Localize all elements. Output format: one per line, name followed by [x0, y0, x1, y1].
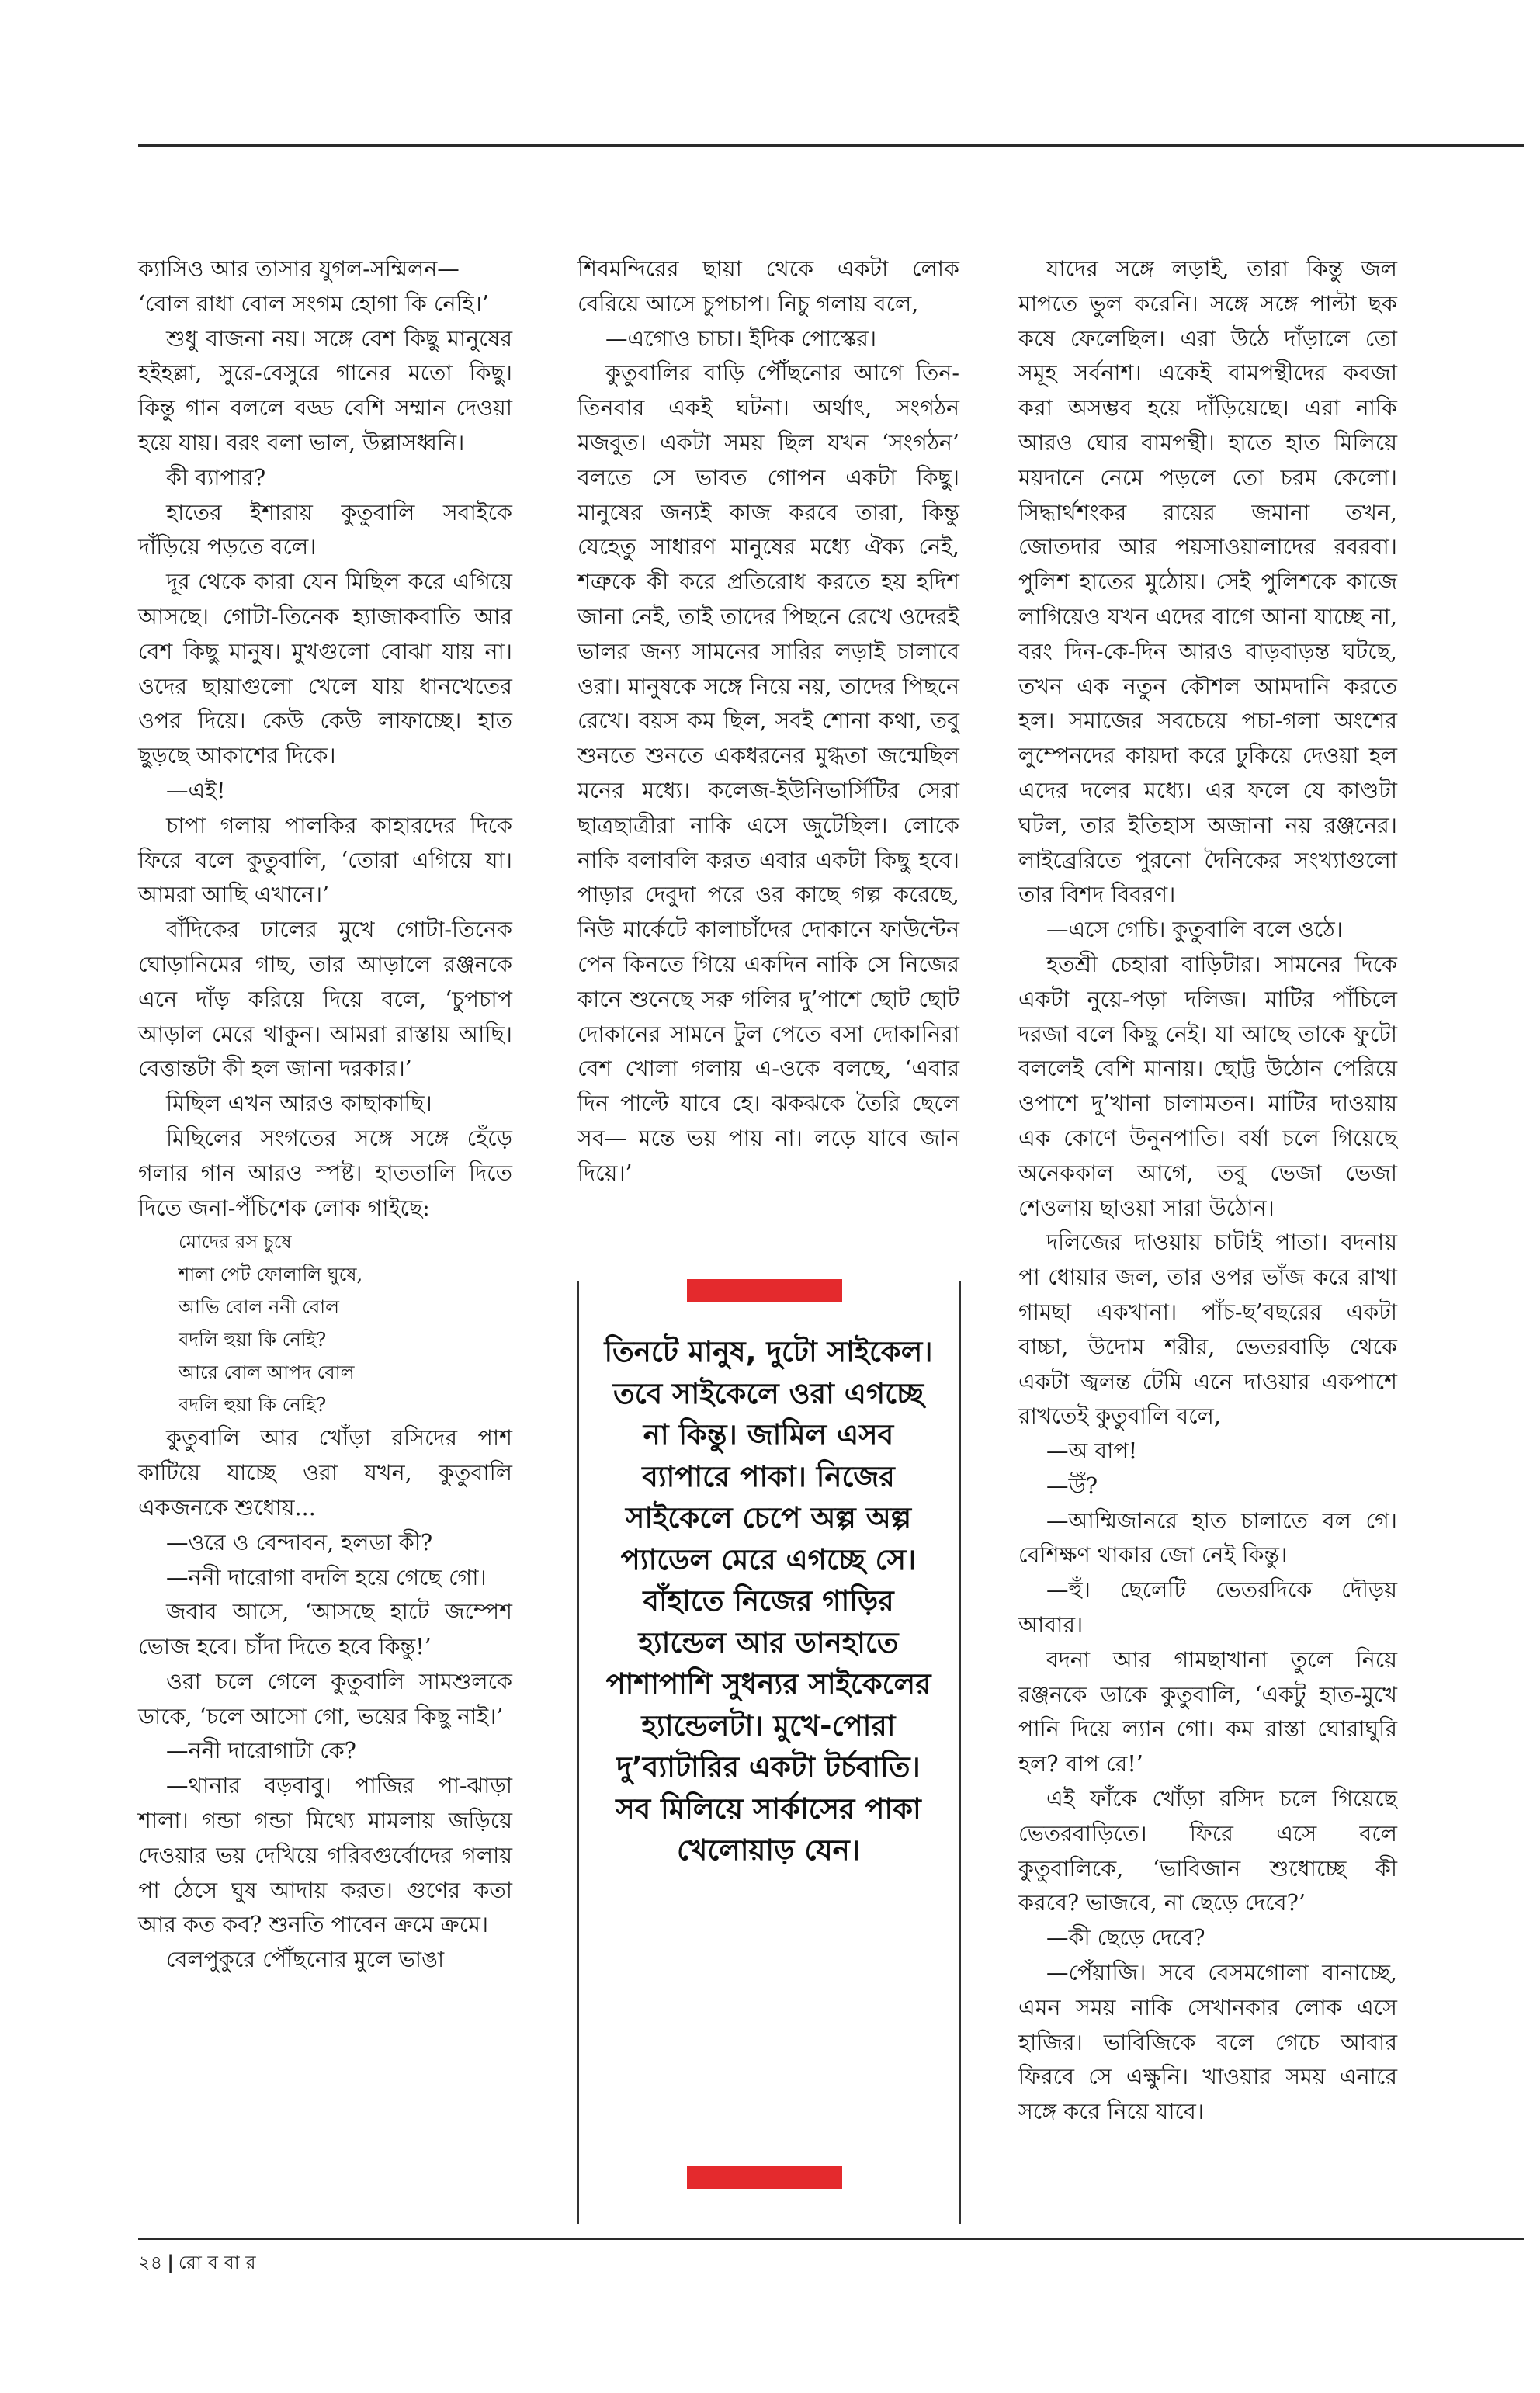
- paragraph: —কী ছেড়ে দেবে?: [1046, 1925, 1205, 1951]
- pullquote-left-rule: [578, 1281, 579, 2224]
- pullquote-right-rule: [959, 1281, 961, 2224]
- paragraph: শিবমন্দিরের ছায়া থেকে একটা লোক বেরিয়ে আসে চুপচাপ। নিচু গলায় বলে,: [578, 256, 959, 317]
- paragraph: —এই!: [166, 777, 226, 803]
- paragraph: ক্যাসিও আর তাসার যুগল-সম্মিলন—: [138, 256, 460, 282]
- paragraph: কুতুবালি আর খোঁড়া রসিদের পাশ কাটিয়ে যাচ্ছে ওরা যখন, কুতুবালি একজনকে শুধোয়...: [138, 1425, 512, 1521]
- paragraph: ওরা চলে গেলে কুতুবালি সামশুলকে ডাকে, ‘চলে আসো গো, ভয়ের কিছু নাই।’: [138, 1668, 512, 1729]
- paragraph: কুতুবালির বাড়ি পৌঁছনোর আগে তিন-তিনবার একই ঘটনা। অর্থাৎ, সংগঠন মজবুত। একটা সময় ছিল যখন ‘সংগঠন’ বলতে সে ভাবত গোপন একটা কিছু। মানুষের জন্যই কাজ করবে তারা, কিন্তু যেহেতু সাধারণ মানুষের মধ্যে ঐক্য নেই, শত্রুকে কী করে প্রতিরোধ করতে হয় হদিশ জানা নেই, তাই তাদের পিছনে রেখে ওদেরই ভালর জন্য সামনের সারির লড়াই চালাবে ওরা। মানুষকে সঙ্গে নিয়ে নয়, তাদের পিছনে রেখে। বয়স কম ছিল, সবই শোনা কথা, তবু শুনতে শুনতে একধরনের মুগ্ধতা জন্মেছিল মনের মধ্যে। কলেজ-ইউনিভার্সিটির সেরা ছাত্রছাত্রীরা নাকি এসে জুটেছিল। লোকে নাকি বলাবলি করত এবার একটা কিছু হবে। পাড়ার দেবুদা পরে ওর কাছে গল্প করেছে, নিউ মার্কেটে কালাচাঁদের দোকানে ফাউন্টেন পেন কিনতে গিয়ে একদিন নাকি সে নিজের কানে শুনেছে সরু গলির দু’পাশে ছোট ছোট দোকানের সামনে টুল পেতে বসা দোকানিরা বেশ খোলা গলায় এ-ওকে বলছে, ‘এবার দিন পাল্টে যাবে হে। ঝকঝকে তৈরি ছেলে সব— মন্তে ভয় পায় না। লড়ে যাবে জান দিয়ে।’: [578, 360, 959, 1186]
- paragraph: —ওরে ও বেন্দাবন, হলডা কী?: [166, 1529, 433, 1555]
- paragraph: জবাব আসে, ‘আসছে হাটে জম্পেশ ভোজ হবে। চাঁদা দিতে হবে কিন্তু!’: [138, 1599, 512, 1660]
- paragraph: বেলপুকুরে পৌঁছনোর মুলে ভাঙা: [166, 1947, 445, 1973]
- footer-separator: |: [167, 2251, 174, 2273]
- paragraph: —এসে গেচি। কুতুবালি বলে ওঠে।: [1046, 917, 1343, 943]
- paragraph: মিছিলের সংগতের সঙ্গে সঙ্গে হেঁড়ে গলার গান আরও স্পষ্ট। হাততালি দিতে দিতে জনা-পঁচিশেক লোক গাইছে:: [138, 1125, 512, 1221]
- paragraph: —উঁ?: [1046, 1472, 1098, 1499]
- text-column-1: [138, 252, 512, 1978]
- paragraph: এই ফাঁকে খোঁড়া রসিদ চলে গিয়েছে ভেতরবাড়িতে। ফিরে এসে বলে কুতুবালিকে, ‘ভাবিজান শুধোচ্ছে কী করবে? ভাজবে, না ছেড়ে দেবে?’: [1018, 1786, 1397, 1916]
- paragraph: হতশ্রী চেহারা বাড়িটার। সামনের দিকে একটা নুয়ে-পড়া দলিজ। মাটির পাঁচিলে দরজা বলে কিছু নেই। যা আছে তাকে ফুটো বললেই বেশি মানায়। ছোট্ট উঠোন পেরিয়ে ওপাশে দু’খানা চালামতন। মাটির দাওয়ায় এক কোণে উনুনপাতি। বর্ষা চলে গিয়েছে অনেককাল আগে, তবু ভেজা ভেজা শেওলায় ছাওয়া সারা উঠোন।: [1018, 951, 1397, 1221]
- paragraph: —হুঁ। ছেলেটি ভেতরদিকে দৌড়য় আবার।: [1018, 1577, 1397, 1639]
- paragraph: শুধু বাজনা নয়। সঙ্গে বেশ কিছু মানুষের হইহল্লা, সুরে-বেসুরে গানের মতো কিছু। কিন্তু গান বললে বড্ড বেশি সম্মান দেওয়া হয়ে যায়। বরং বলা ভাল, উল্লাসধ্বনি।: [138, 325, 512, 456]
- pullquote-bottom-bar: [687, 2166, 842, 2189]
- pull-quote: তিনটে মানুষ, দুটো সাইকেল। তবে সাইকেলে ওরা এগচ্ছে না কিন্তু। জামিল এসব ব্যাপারে পাকা। নিজের সাইকেলে চেপে অল্প অল্প প্যাডেল মেরে এগচ্ছে সে। বাঁহাতে নিজের গাড়ির হ্যান্ডেল আর ডানহাতে পাশাপাশি সুধন্যর সাইকেলের হ্যান্ডেলটা। মুখে-পোরা দু’ব্যাটারির একটা টর্চবাতি। সব মিলিয়ে সার্কাসের পাকা খেলোয়াড় যেন।: [604, 1335, 933, 1867]
- verse-line: বদলি হুয়া কি নেহি?: [179, 1394, 327, 1417]
- paragraph: মিছিল এখন আরও কাছাকাছি।: [166, 1091, 432, 1117]
- page-number: ২৪: [138, 2252, 163, 2273]
- paragraph: দলিজের দাওয়ায় চাটাই পাতা। বদনায় পা ধোয়ার জল, তার ওপর ভাঁজ করে রাখা গামছা একখানা। পাঁচ-ছ’বছরের একটা বাচ্চা, উদোম শরীর, ভেতরবাড়ি থেকে একটা জ্বলন্ত টেমি এনে দাওয়ার একপাশে রাখতেই কুতুবালি বলে,: [1018, 1229, 1397, 1430]
- paragraph: —থানার বড়বাবু। পাজির পা-ঝাড়া শালা। গন্ডা গন্ডা মিথ্যে মামলায় জড়িয়ে দেওয়ার ভয় দেখিয়ে গরিবগুর্বোদের গলায় পা ঠেসে ঘুষ আদায় করত। গুণের কতা আর কত কব? শুনতি পাবেন ক্রমে ক্রমে।: [138, 1773, 512, 1938]
- paragraph: যাদের সঙ্গে লড়াই, তারা কিন্তু জল মাপতে ভুল করেনি। সঙ্গে সঙ্গে পাল্টা ছক কষে ফেলেছিল। এরা উঠে দাঁড়ালে তো সমূহ সর্বনাশ। একেই বামপন্থীদের কবজা করা অসম্ভব হয়ে দাঁড়িয়েছে। এরা নাকি আরও ঘোর বামপন্থী। হাতে হাত মিলিয়ে ময়দানে নেমে পড়লে তো চরম কেলো। সিদ্ধার্থশংকর রায়ের জমানা তখন, জোতদার আর পয়সাওয়ালাদের রবরবা। পুলিশ হাতের মুঠোয়। সেই পুলিশকে কাজে লাগিয়েও যখন এদের বাগে আনা যাচ্ছে না, বরং দিন-কে-দিন আরও বাড়বাড়ন্ত ঘটছে, তখন এক নতুন কৌশল আমদানি করতে হল। সমাজের সবচেয়ে পচা-গলা অংশের লুম্পেনদের কায়দা করে ঢুকিয়ে দেওয়া হল এদের দলের মধ্যে। এর ফলে যে কাণ্ডটা ঘটল, তার ইতিহাস অজানা নয় রঞ্জনের। লাইব্রেরিতে পুরনো দৈনিকের সংখ্যাগুলো তার বিশদ বিবরণ।: [1018, 256, 1397, 908]
- text-column-3: [1018, 252, 1397, 2130]
- paragraph: —পেঁয়াজি। সবে বেসমগোলা বানাচ্ছে, এমন সময় নাকি সেখানকার লোক এসে হাজির। ভাবিজিকে বলে গেচে আবার ফিরবে সে এক্ষুনি। খাওয়ার সময় এনারে সঙ্গে করে নিয়ে যাবে।: [1018, 1960, 1397, 2125]
- paragraph: হাতের ইশারায় কুতুবালি সবাইকে দাঁড়িয়ে পড়তে বলে।: [138, 499, 512, 560]
- paragraph: —আম্মিজানরে হাত চালাতে বল গে। বেশিক্ষণ থাকার জো নেই কিন্তু।: [1018, 1507, 1397, 1569]
- paragraph: বাঁদিকের ঢালের মুখে গোটা-তিনেক ঘোড়ানিমের গাছ, তার আড়ালে রঞ্জনকে এনে দাঁড় করিয়ে দিয়ে বলে, ‘চুপচাপ আড়াল মেরে থাকুন। আমরা রাস্তায় আছি। বেত্তান্তটা কী হল জানা দরকার।’: [138, 917, 512, 1082]
- paragraph: চাপা গলায় পালকির কাহারদের দিকে ফিরে বলে কুতুবালি, ‘তোরা এগিয়ে যা। আমরা আছি এখানে।’: [138, 812, 512, 908]
- paragraph: —এগোও চাচা। ইদিক পোস্কের।: [605, 325, 877, 352]
- top-rule: [138, 144, 1524, 147]
- verse-line: শালা পেট ফোলালি ঘুষে,: [179, 1264, 363, 1286]
- paragraph: —অ বাপ!: [1046, 1438, 1138, 1465]
- pullquote-top-bar: [687, 1279, 842, 1302]
- bottom-rule: [138, 2238, 1524, 2240]
- paragraph: ‘বোল রাধা বোল সংগম হোগা কি নেহি।’: [138, 290, 489, 317]
- text-column-2: [578, 252, 959, 1191]
- verse-line: আরে বোল আপদ বোল: [179, 1361, 355, 1384]
- verse-line: মোদের রস চুষে: [179, 1231, 292, 1254]
- paragraph: —ননী দারোগা বদলি হয়ে গেছে গো।: [166, 1564, 487, 1590]
- page-footer: [138, 2247, 256, 2278]
- magazine-name: রো ব বা র: [178, 2252, 256, 2273]
- paragraph: বদনা আর গামছাখানা তুলে নিয়ে রঞ্জনকে ডাকে কুতুবালি, ‘একটু হাত-মুখে পানি দিয়ে ল্যান গো। কম রাস্তা ঘোরাঘুরি হল? বাপ রে!’: [1018, 1646, 1397, 1777]
- paragraph: —ননী দারোগাটা কে?: [166, 1738, 356, 1764]
- paragraph: দূর থেকে কারা যেন মিছিল করে এগিয়ে আসছে। গোটা-তিনেক হ্যাজাকবাতি আর বেশ কিছু মানুষ। মুখগুলো বোঝা যায় না। ওদের ছায়াগুলো খেলে যায় ধানখেতের ওপর দিয়ে। কেউ কেউ লাফাচ্ছে। হাত ছুড়ছে আকাশের দিকে।: [138, 569, 512, 769]
- verse-line: বদলি হুয়া কি নেহি?: [179, 1329, 327, 1351]
- paragraph: কী ব্যাপার?: [166, 464, 266, 491]
- verse-line: আভি বোল ননী বোল: [179, 1296, 340, 1319]
